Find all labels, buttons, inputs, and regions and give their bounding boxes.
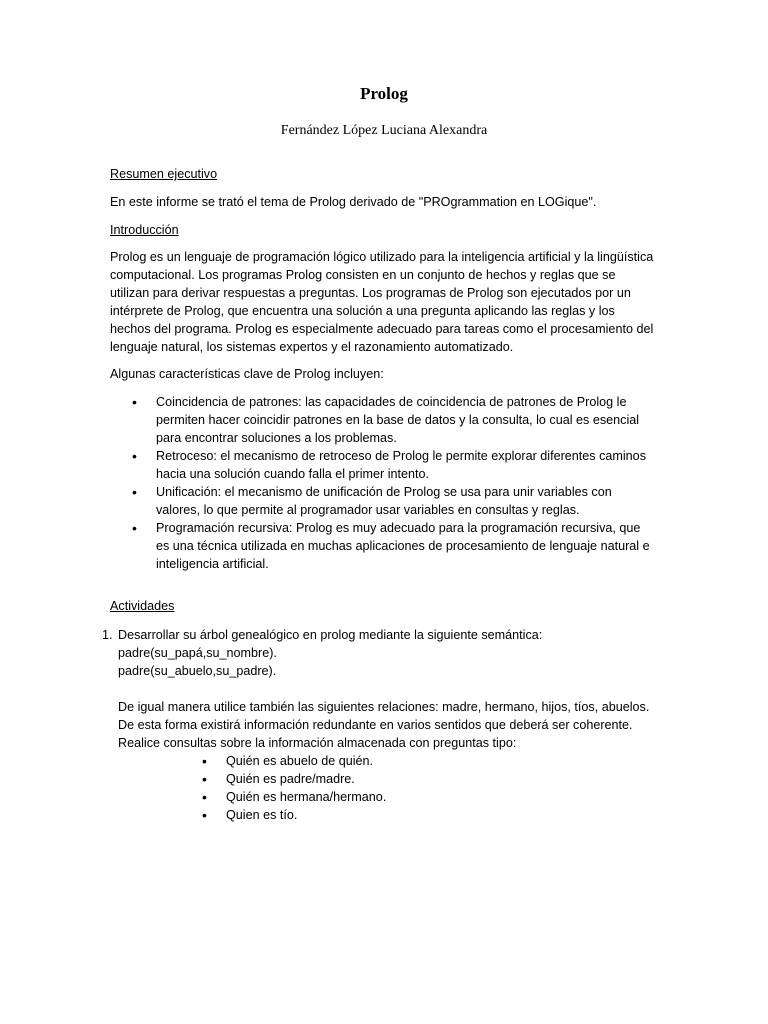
intro-paragraph: Prolog es un lenguaje de programación lógico utilizado para la inteligencia artificial y la lingüística computacional. Los programas Prolog consisten en un conjunto de hechos y reglas que se utilizan para derivar respuestas a preguntas. Los programas de Prolog son ejecutados por un intérprete de Prolog, que encuentra una solución a una pregunta aplicando las reglas y los hechos del programa. Prolog es especialmente adecuado para tareas como el procesamiento del lenguaje natural, los sistemas expertos y el razonamiento automatizado.	[110, 250, 654, 354]
summary-text: En este informe se trató el tema de Prolog derivado de "PROgrammation en LOGique".	[110, 195, 597, 209]
list-item: • Unificación: el mecanismo de unificación de Prolog se usa para unir variables con valores, lo que permite al programador usar variables en consultas y reglas.	[110, 483, 655, 519]
document-author: Fernández López Luciana Alexandra	[280, 123, 488, 138]
relations-text: De igual manera utilice también las siguientes relaciones: madre, hermano, hijos, tíos, abuelos.	[118, 700, 650, 714]
redundancy-text: De esta forma existirá información redundante en varios sentidos que deberá ser coherente.	[118, 718, 633, 732]
activity-task: Desarrollar su árbol genealógico en prolog mediante la siguiente semántica:	[118, 628, 543, 642]
list-item: • Programación recursiva: Prolog es muy adecuado para la programación recursiva, que es una técnica utilizada en muchas aplicaciones de procesamiento de lenguaje natural e inteligencia artificial.	[110, 519, 655, 573]
code-line: padre(su_abuelo,su_padre).	[118, 664, 277, 678]
features-list	[110, 393, 655, 573]
summary-heading: Resumen ejecutivo	[110, 167, 218, 181]
list-item: • Quién es abuelo de quién.	[118, 752, 663, 770]
code-line: padre(su_papá,su_nombre).	[118, 646, 277, 660]
list-item: • Quién es hermana/hermano.	[118, 788, 663, 806]
questions-list	[118, 752, 663, 824]
activity-number: 1.	[102, 628, 113, 642]
document-title: Prolog	[360, 84, 408, 103]
intro-heading: Introducción	[110, 223, 179, 237]
activities-heading: Actividades	[110, 599, 175, 613]
list-item: • Quién es padre/madre.	[118, 770, 663, 788]
list-item: • Quien es tío.	[118, 806, 663, 824]
queries-text: Realice consultas sobre la información almacenada con preguntas tipo:	[118, 736, 517, 750]
list-item: • Coincidencia de patrones: las capacidades de coincidencia de patrones de Prolog le permiten hacer coincidir patrones en la base de datos y la consulta, lo cual es esencial para encontrar soluciones a los problemas.	[110, 393, 655, 447]
list-item: • Retroceso: el mecanismo de retroceso de Prolog le permite explorar diferentes caminos hacia una solución cuando falla el primer intento.	[110, 447, 655, 483]
activity-block	[118, 626, 663, 824]
features-intro: Algunas características clave de Prolog incluyen:	[110, 367, 384, 381]
